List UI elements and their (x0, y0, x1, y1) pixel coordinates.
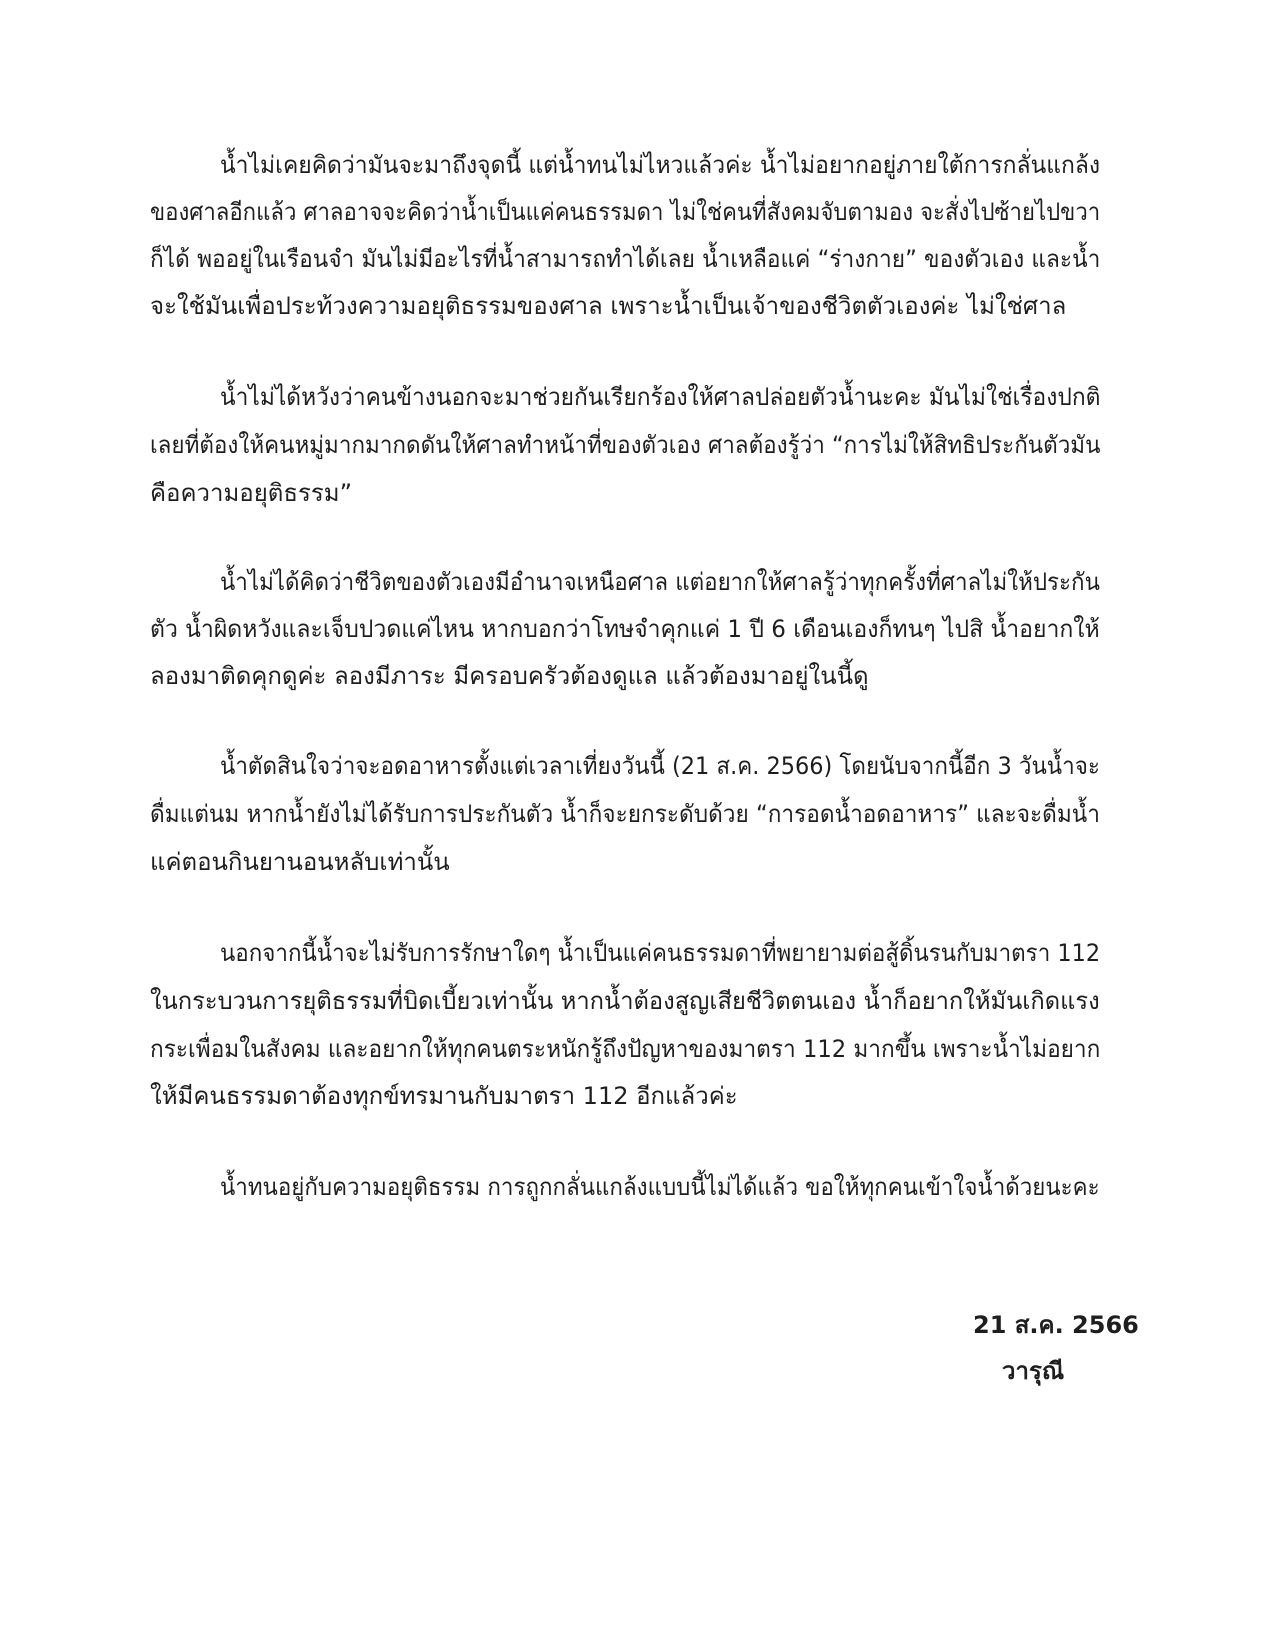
paragraph-4-line-1: น้ำตัดสินใจว่าจะอดอาหารตั้งแต่เวลาเที่ยงวันนี้ (21 ส.ค. 2566) โดยนับจากนี้อีก 3 วันน้ำจะ (220, 752, 1100, 780)
paragraph-5-line-2: ในกระบวนการยุติธรรมที่บิดเบี้ยวเท่านั้น หากน้ำต้องสูญเสียชีวิตตนเอง น้ำก็อยากให้มันเกิดแรง (150, 987, 1100, 1015)
paragraph-1-line-2: ของศาลอีกแล้ว ศาลอาจจะคิดว่าน้ำเป็นแค่คนธรรมดา ไม่ใช่คนที่สังคมจับตามอง จะสั่งไปซ้ายไปขวา (150, 198, 1101, 226)
paragraph-4-line-3: แค่ตอนกินยานอนหลับเท่านั้น (150, 848, 450, 876)
paragraph-1-line-3: ก็ได้ พออยู่ในเรือนจำ มันไม่มีอะไรที่น้ำสามารถทำได้เลย น้ำเหลือแค่ “ร่างกาย” ของตัวเอง และน้ำ (150, 245, 1101, 273)
paragraph-3-line-3: ลองมาติดคุกดูค่ะ ลองมีภาระ มีครอบครัวต้องดูแล แล้วต้องมาอยู่ในนี้ดู (150, 662, 869, 690)
paragraph-6-line-1: น้ำทนอยู่กับความอยุติธรรม การถูกกลั่นแกล้งแบบนี้ไม่ได้แล้ว ขอให้ทุกคนเข้าใจน้ำด้วยนะคะ (220, 1173, 1100, 1201)
paragraph-3-line-2: ตัว น้ำผิดหวังและเจ็บปวดแค่ไหน หากบอกว่าโทษจำคุกแค่ 1 ปี 6 เดือนเองก็ทนๆ ไปสิ น้ำอยากให้ (150, 615, 1100, 643)
signature-date: 21 ส.ค. 2566 (973, 1311, 1139, 1339)
paragraph-1-line-1: น้ำไม่เคยคิดว่ามันจะมาถึงจุดนี้ แต่น้ำทนไม่ไหวแล้วค่ะ น้ำไม่อยากอยู่ภายใต้การกลั่นแกล้ง (220, 151, 1101, 179)
paragraph-3-line-1: น้ำไม่ได้คิดว่าชีวิตของตัวเองมีอำนาจเหนือศาล แต่อยากให้ศาลรู้ว่าทุกครั้งที่ศาลไม่ให้ประกัน (220, 568, 1100, 596)
paragraph-1-line-4: จะใช้มันเพื่อประท้วงความอยุติธรรมของศาล เพราะน้ำเป็นเจ้าของชีวิตตัวเองค่ะ ไม่ใช่ศาล (150, 292, 1067, 320)
paragraph-5-line-3: กระเพื่อมในสังคม และอยากให้ทุกคนตระหนักรู้ถึงปัญหาของมาตรา 112 มากขึ้น เพราะน้ำไม่อยาก (150, 1035, 1101, 1063)
paragraph-2-line-3: คือความอยุติธรรม” (150, 479, 353, 507)
paragraph-4-line-2: ดื่มแต่นม หากน้ำยังไม่ได้รับการประกันตัว น้ำก็จะยกระดับด้วย “การอดน้ำอดอาหาร” และจะดื่มน้ำ (150, 800, 1101, 828)
paragraph-2-line-1: น้ำไม่ได้หวังว่าคนข้างนอกจะมาช่วยกันเรียกร้องให้ศาลปล่อยตัวน้ำนะคะ มันไม่ใช่เรื่องปกติ (220, 383, 1101, 411)
paragraph-5-line-4: ให้มีคนธรรมดาต้องทุกข์ทรมานกับมาตรา 112 อีกแล้วค่ะ (150, 1082, 738, 1110)
paragraph-5-line-1: นอกจากนี้น้ำจะไม่รับการรักษาใดๆ น้ำเป็นแค่คนธรรมดาที่พยายามต่อสู้ดิ้นรนกับมาตรา 112 (220, 939, 1101, 967)
paragraph-2-line-2: เลยที่ต้องให้คนหมู่มากมากดดันให้ศาลทำหน้าที่ของตัวเอง ศาลต้องรู้ว่า “การไม่ให้สิทธิประกันตัวมัน (150, 431, 1101, 459)
signature-name: วารุณี (1002, 1357, 1065, 1385)
